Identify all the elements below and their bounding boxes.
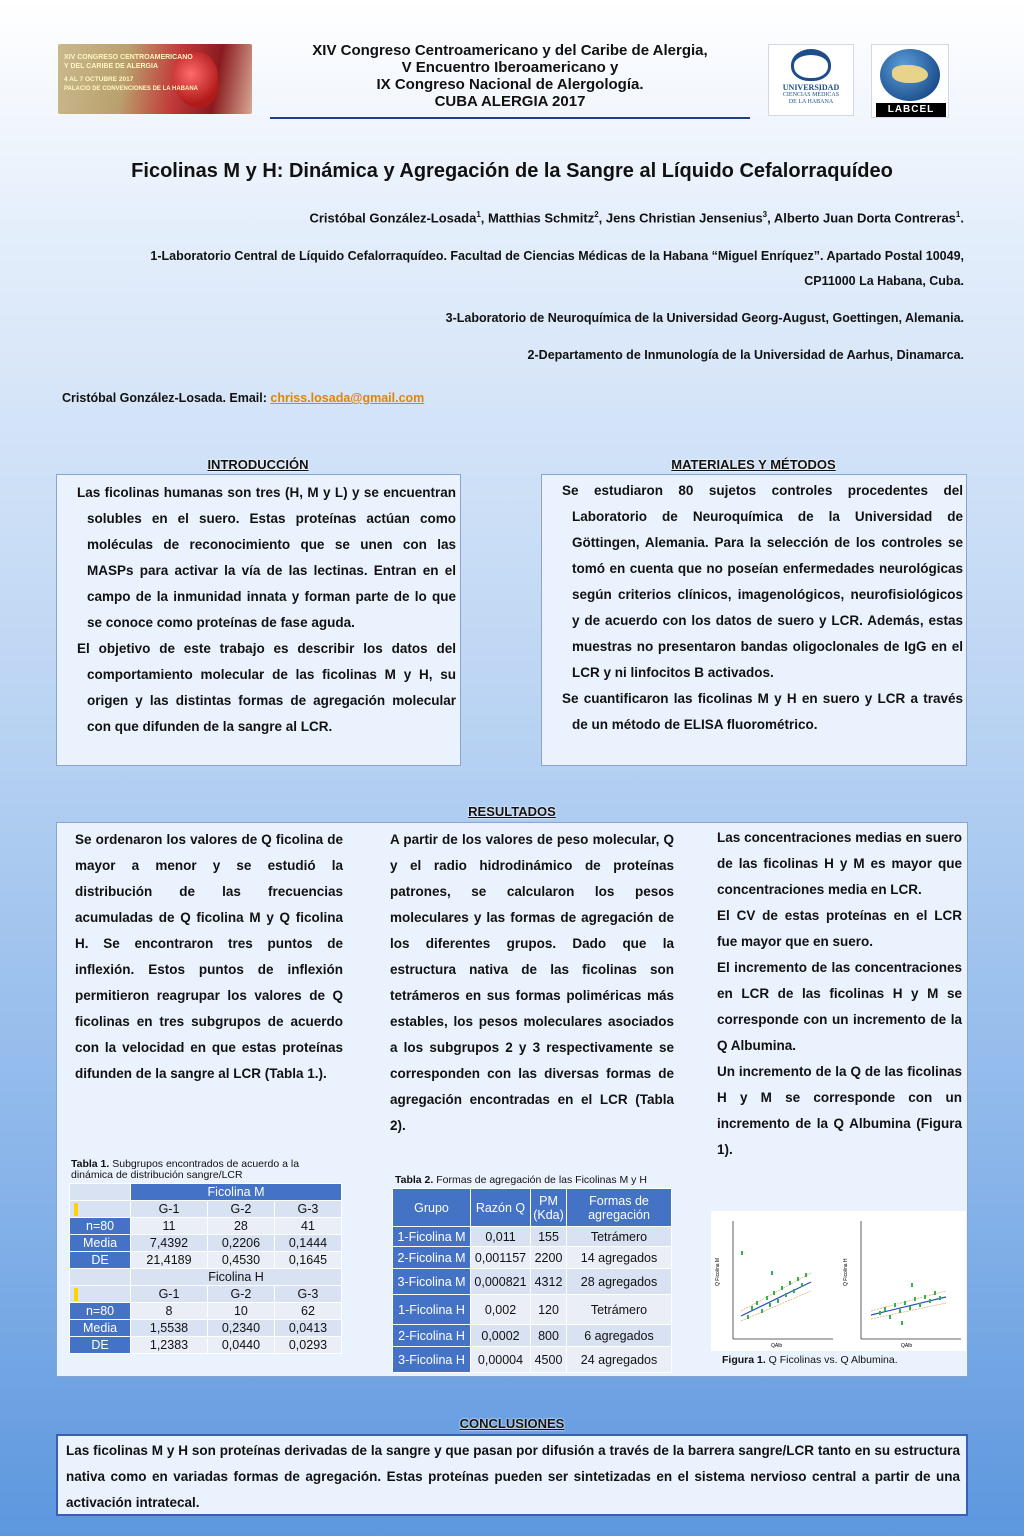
table2-caption-text: Formas de agregación de las Ficolinas M y H	[433, 1174, 647, 1186]
table1-cell: 0,1645	[274, 1252, 341, 1269]
left-points	[741, 1251, 807, 1319]
point	[909, 1306, 911, 1310]
point	[751, 1306, 753, 1310]
intro-paragraph: Las ficolinas humanas son tres (H, M y L) y se encuentran solubles en el suero. Estas proteínas actúan como moléculas de reconocimiento que se unen con las MASPs para activar la vía de las lectinas. Entran en el campo de la inmunidad innata y forman parte de lo que se conoce como proteínas de fase aguda.	[77, 485, 456, 630]
table2-caption-label: Tabla 2.	[395, 1174, 434, 1186]
table1	[69, 1183, 342, 1354]
table1-col-header: G-3	[274, 1201, 341, 1218]
table2-cell: 155	[531, 1227, 567, 1247]
point	[889, 1315, 891, 1319]
table2-cell: Tetrámero	[567, 1227, 672, 1247]
table1-caption-label: Tabla 1.	[71, 1158, 110, 1170]
uni-logo-line: UNIVERSIDAD	[782, 83, 840, 92]
table1-caption	[71, 1159, 341, 1181]
table1-row-label: DE	[70, 1252, 131, 1269]
table1-cell: 0,0440	[207, 1337, 274, 1354]
figure-1-caption	[722, 1355, 962, 1366]
author-sup: 1	[476, 210, 481, 219]
point	[914, 1297, 916, 1301]
table1-cell: 0,0413	[274, 1320, 341, 1337]
conclusions-heading: CONCLUSIONES	[459, 1416, 565, 1431]
methods-heading: MATERIALES Y MÉTODOS	[671, 457, 836, 472]
table1-row-label: Media	[70, 1235, 131, 1252]
table2-caption	[395, 1175, 675, 1186]
table1-group-header: Ficolina H	[131, 1269, 342, 1286]
table1-row-label: Media	[70, 1320, 131, 1337]
point	[805, 1273, 807, 1277]
figure-1-plots	[711, 1211, 966, 1351]
table2-header: Formas de agregación	[567, 1189, 672, 1227]
point	[741, 1251, 743, 1255]
table1-col-header: G-1	[131, 1286, 208, 1303]
table2-cell: 0,00004	[471, 1347, 531, 1373]
table1-cell: 0,0293	[274, 1337, 341, 1354]
table1-marker-cell	[70, 1201, 131, 1218]
table1-corner	[70, 1184, 131, 1201]
point	[879, 1311, 881, 1315]
banner-line: XIV CONGRESO CENTROAMERICANO	[64, 54, 193, 61]
intro-paragraph: El objetivo de este trabajo es describir los datos del comportamiento molecular de las ficolinas M y H, su origen y las distintas formas de agregación molecular con que difunden de la sangre al LCR.	[77, 641, 456, 734]
table1-col-header: G-2	[207, 1201, 274, 1218]
table1-row-label: n=80	[70, 1303, 131, 1320]
conclusions-box	[56, 1434, 968, 1516]
table2-header: Razón Q	[471, 1189, 531, 1227]
left-fit-line	[741, 1282, 811, 1316]
results-paragraph: Un incremento de la Q de las ficolinas H y M se corresponde con un incremento de la Q Albumina (Figura 1).	[717, 1064, 962, 1157]
author-sup: 3	[762, 210, 768, 219]
email-link[interactable]: chriss.losada@gmail.com	[270, 391, 425, 405]
point	[797, 1277, 799, 1281]
table1-cell: 62	[274, 1303, 341, 1320]
banner-line: 4 AL 7 OCTUBRE 2017	[64, 76, 134, 83]
point	[761, 1309, 763, 1313]
table2-row-label: 3-Ficolina H	[393, 1347, 471, 1373]
table1-cell: 11	[131, 1218, 208, 1235]
congress-line: XIV Congreso Centroamericano y del Caribe de Alergia,	[312, 42, 708, 59]
table1-cell: 1,5538	[131, 1320, 208, 1337]
results-paragraph: A partir de los valores de peso molecular, Q y el radio hidrodinámico de proteínas patrones, se calcularon los pesos moleculares y las formas de agregación de los diferentes grupos. Dado que la estructura nativa de las ficolinas son tetrámeros en sus formas poliméricas más estables, los pesos moleculares asociados a los subgrupos 2 y 3 respectivamente se corresponden con las diversas formas de agregación encontradas en el LCR (Tabla 2).	[390, 832, 674, 1133]
congress-line: CUBA ALERGIA 2017	[434, 93, 586, 110]
point	[901, 1321, 903, 1325]
marker-icon	[74, 1203, 78, 1216]
point	[789, 1281, 791, 1285]
marker-icon	[74, 1288, 78, 1301]
results-col-3	[717, 825, 962, 1163]
affiliation-1: 1-Laboratorio Central de Líquido Cefalorraquídeo. Facultad de Ciencias Médicas de la Habana “Miguel Enríquez”. Apartado Postal 10049,	[150, 249, 964, 263]
poster-title: Ficolinas M y H: Dinámica y Agregación de la Sangre al Líquido Cefalorraquídeo	[131, 160, 893, 182]
table1-caption-text: Subgrupos encontrados de acuerdo a la dinámica de distribución sangre/LCR	[71, 1158, 300, 1181]
table2-cell: 14 agregados	[567, 1247, 672, 1269]
point	[894, 1303, 896, 1307]
point	[771, 1271, 773, 1275]
methods-paragraph: Se cuantificaron las ficolinas M y H en suero y LCR a través de un método de ELISA fluorométrico.	[562, 691, 963, 732]
results-paragraph: El incremento de las concentraciones en LCR de las ficolinas H y M se corresponde con un incremento de la Q Albumina.	[717, 960, 962, 1053]
left-plot	[715, 1221, 833, 1349]
figure-1	[711, 1211, 966, 1351]
table2-row-label: 2-Ficolina M	[393, 1247, 471, 1269]
labcel-logo	[871, 44, 949, 118]
uni-logo-line: DE LA HABANA	[788, 99, 834, 105]
point	[899, 1309, 901, 1313]
contact-label: Cristóbal González-Losada. Email:	[62, 391, 271, 405]
affiliation-1-cont: CP11000 La Habana, Cuba.	[804, 274, 964, 288]
table1-cell: 28	[207, 1218, 274, 1235]
results-paragraph: Las concentraciones medias en suero de las ficolinas H y M es mayor que concentraciones media en LCR.	[717, 830, 962, 897]
table1-cell: 21,4189	[131, 1252, 208, 1269]
university-logo	[768, 44, 854, 116]
table2-cell: 0,002	[471, 1295, 531, 1325]
point	[781, 1286, 783, 1290]
methods-paragraph: Se estudiaron 80 sujetos controles procedentes del Laboratorio de Neuroquímica de la Universidad de Göttingen, Alemania. Para la selección de los controles se tomó en cuenta que no poseían enfermedades neurológicas según criterios clínicos, imagenológicos, neurofisiológicos y de acuerdo con los datos de suero y LCR. Además, estas muestras no presentaron bandas oligoclonales de IgG en el LCR y ni linfocitos B activados.	[562, 483, 963, 680]
table1-cell: 0,4530	[207, 1252, 274, 1269]
author-name: Jens Christian Jensenius	[605, 210, 763, 226]
point	[756, 1301, 758, 1305]
header-underline	[270, 117, 750, 119]
methods-box	[541, 474, 967, 766]
point	[884, 1307, 886, 1311]
table1-marker-cell	[70, 1286, 131, 1303]
congress-banner-image	[58, 44, 252, 114]
results-heading: RESULTADOS	[468, 804, 556, 819]
table1-cell: 1,2383	[131, 1337, 208, 1354]
table2-cell: 2200	[531, 1247, 567, 1269]
banner-line: PALACIO DE CONVENCIONES DE LA HABANA	[64, 86, 199, 92]
results-col-2	[390, 827, 674, 1139]
author-name: Alberto Juan Dorta Contreras	[773, 210, 956, 226]
table1-corner	[70, 1269, 131, 1286]
point	[801, 1283, 803, 1287]
table1-group-header: Ficolina M	[131, 1184, 342, 1201]
table2	[392, 1188, 672, 1373]
table2-header: PM (Kda)	[531, 1189, 567, 1227]
table1-cell: 0,2340	[207, 1320, 274, 1337]
right-x-label: QAlb	[901, 1343, 913, 1349]
island-icon	[892, 65, 928, 83]
labcel-logo-text: LABCEL	[876, 103, 946, 117]
table1-cell: 0,1444	[274, 1235, 341, 1252]
congress-line: IX Congreso Nacional de Alergología.	[376, 76, 644, 93]
banner-line: Y DEL CARIBE DE ALERGIA	[64, 63, 158, 70]
author-name: Matthias Schmitz	[488, 210, 595, 226]
table1-cell: 8	[131, 1303, 208, 1320]
table2-cell: 0,0002	[471, 1325, 531, 1347]
point	[904, 1301, 906, 1305]
table1-col-header: G-2	[207, 1286, 274, 1303]
table1-cell: 0,2206	[207, 1235, 274, 1252]
table2-cell: 120	[531, 1295, 567, 1325]
table2-cell: 0,001157	[471, 1247, 531, 1269]
point	[924, 1295, 926, 1299]
point	[934, 1291, 936, 1295]
table2-cell: Tetrámero	[567, 1295, 672, 1325]
table2-row-label: 1-Ficolina H	[393, 1295, 471, 1325]
table1-cell: 10	[207, 1303, 274, 1320]
author-sup: 2	[594, 210, 599, 219]
table2-cell: 6 agregados	[567, 1325, 672, 1347]
left-x-label: QAlb	[771, 1343, 783, 1349]
intro-box	[56, 474, 461, 766]
right-plot	[843, 1221, 961, 1349]
point	[919, 1303, 921, 1307]
table2-cell: 0,011	[471, 1227, 531, 1247]
right-y-label: Q Ficolina H	[843, 1258, 849, 1286]
point	[769, 1303, 771, 1307]
table1-col-header: G-1	[131, 1201, 208, 1218]
conclusions-paragraph: Las ficolinas M y H son proteínas derivadas de la sangre y que pasan por difusión a través de la barrera sangre/LCR tanto en su estructura nativa como en variadas formas de agregación. Estas proteínas pueden ser sintetizadas en el sistema nervioso central a partir de una activación intratecal.	[66, 1443, 960, 1510]
author-sup: 1	[955, 210, 961, 219]
point	[939, 1296, 941, 1300]
point	[773, 1291, 775, 1295]
table2-cell: 28 agregados	[567, 1269, 672, 1295]
point	[793, 1289, 795, 1293]
table2-header: Grupo	[393, 1189, 471, 1227]
congress-line: V Encuentro Iberoamericano y	[401, 59, 619, 76]
table2-cell: 800	[531, 1325, 567, 1347]
intro-heading: INTRODUCCIÓN	[207, 457, 309, 472]
table2-row-label: 3-Ficolina M	[393, 1269, 471, 1295]
table2-cell: 4312	[531, 1269, 567, 1295]
point	[747, 1315, 749, 1319]
figure-1-caption-text: Q Ficolinas vs. Q Albumina.	[765, 1354, 898, 1366]
crest-icon	[791, 49, 831, 81]
contact-line	[62, 391, 424, 405]
point	[785, 1293, 787, 1297]
table1-row-label: n=80	[70, 1218, 131, 1235]
author-name: Cristóbal González-Losada	[309, 210, 477, 226]
left-ci-upper	[741, 1273, 811, 1311]
author-list: Cristóbal González-Losada$^1$, Matthias Schmitz$^2$, Jens Christian Jensenius$^3$, Alberto Juan Dorta Contreras$^1$.	[309, 210, 964, 226]
results-col-1	[75, 827, 343, 1087]
affiliation-2: 2-Departamento de Inmunología de la Universidad de Aarhus, Dinamarca.	[527, 348, 964, 362]
right-points	[879, 1283, 941, 1325]
figure-1-caption-label: Figura 1.	[722, 1354, 766, 1366]
table1-cell: 41	[274, 1218, 341, 1235]
table2-row-label: 1-Ficolina M	[393, 1227, 471, 1247]
congress-title	[270, 42, 750, 110]
table1-row-label: DE	[70, 1337, 131, 1354]
table1-cell: 7,4392	[131, 1235, 208, 1252]
results-paragraph: El CV de estas proteínas en el LCR fue mayor que en suero.	[717, 908, 962, 949]
uni-logo-line: CIENCIAS MÉDICAS	[782, 92, 840, 98]
affiliation-3: 3-Laboratorio de Neuroquímica de la Universidad Georg-August, Goettingen, Alemania.	[445, 311, 964, 325]
left-y-label: Q Ficolina M	[715, 1257, 721, 1286]
point	[766, 1296, 768, 1300]
table2-cell: 4500	[531, 1347, 567, 1373]
right-fit-line	[871, 1297, 946, 1315]
point	[911, 1283, 913, 1287]
table2-row-label: 2-Ficolina H	[393, 1325, 471, 1347]
table2-cell: 24 agregados	[567, 1347, 672, 1373]
table1-col-header: G-3	[274, 1286, 341, 1303]
point	[929, 1299, 931, 1303]
point	[777, 1299, 779, 1303]
results-paragraph: Se ordenaron los valores de Q ficolina de mayor a menor y se estudió la distribución de las frecuencias acumuladas de Q ficolina M y Q ficolina H. Se encontraron tres puntos de inflexión. Estos puntos de inflexión permitieron reagrupar los valores de Q ficolinas en tres subgrupos de acuerdo con la velocidad en que estas proteínas difunden de la sangre al LCR (Tabla 1.).	[75, 832, 343, 1081]
table2-cell: 0,000821	[471, 1269, 531, 1295]
